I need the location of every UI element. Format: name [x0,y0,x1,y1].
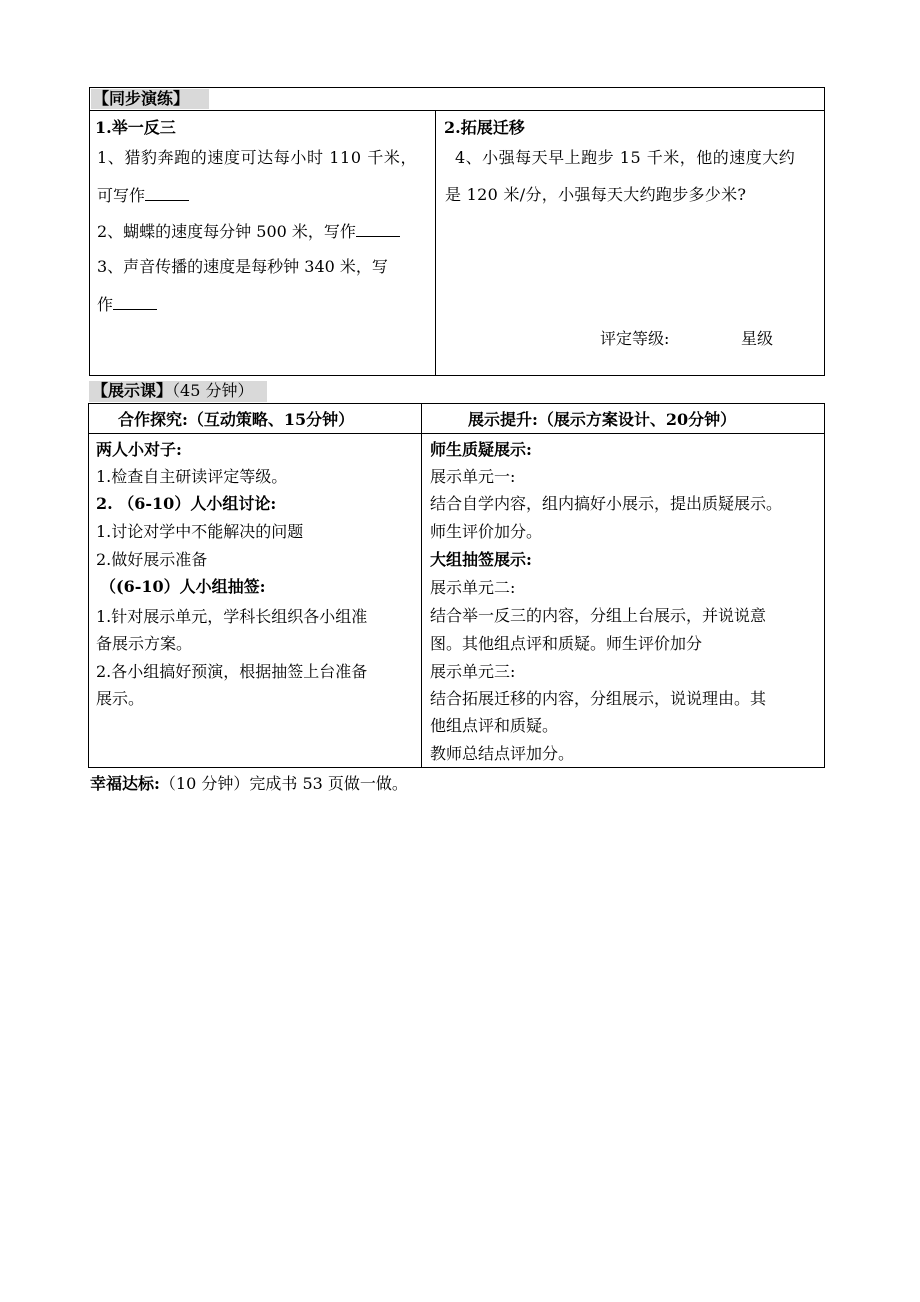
table2-header-divider [88,433,825,434]
unit-2-label: 展示单元二: [430,578,516,597]
question-4-line1: 4、小强每天早上跑步 15 千米，他的速度大约 [455,148,796,167]
question-2-text: 2、蝴蝶的速度每分钟 500 米，写作 [97,222,356,241]
section-title-jyfs: 1.举一反三 [95,118,176,137]
question-3-prefix: 作 [97,295,114,314]
answer-blank-2[interactable] [356,220,400,237]
unit-2-desc-line1: 结合举一反三的内容，分组上台展示，并说说意 [430,606,767,625]
table2-left-border [88,403,89,768]
teacher-summary: 教师总结点评加分。 [430,744,575,763]
table1-right-border [824,87,825,376]
rating-label: 评定等级: [600,329,670,348]
question-2 [97,220,400,242]
table1-header-divider [89,110,825,111]
question-1-line2 [97,184,189,206]
unit-1-desc: 结合自学内容，组内搞好小展示，提出质疑展示。 [430,494,783,513]
pair-heading: 两人小对子: [96,440,182,459]
draw-item-2-line1: 2.各小组搞好预演，根据抽签上台准备 [96,662,368,681]
teacher-student-heading: 师生质疑展示: [430,440,532,459]
draw-item-1-line1: 1.针对展示单元，学科长组织各小组准 [96,607,368,626]
unit-2-desc-line2: 图。其他组点评和质疑。师生评价加分 [430,634,703,653]
unit-3-label: 展示单元三: [430,662,516,681]
question-4-line2: 是 120 米/分，小强每天大约跑步多少米? [445,185,747,204]
group-draw-heading: （(6-10）人小组抽签: [100,577,266,596]
practice-header: 【同步演练】 [93,89,190,108]
answer-blank-3[interactable] [113,293,157,310]
happiness-goal-text: （10 分钟）完成书 53 页做一做。 [159,774,408,793]
table1-bottom-border [89,375,825,376]
table2-top-border [88,403,825,404]
table1-middle-divider [435,110,436,376]
draw-item-1-line2: 备展示方案。 [96,634,193,653]
unit-3-desc-line1: 结合拓展迁移的内容，分组展示，说说理由。其 [430,689,767,708]
show-header-duration: （45 分钟） [172,381,254,400]
unit-1-label: 展示单元一: [430,467,516,486]
group-discussion-heading: 2. （6-10）人小组讨论: [96,494,277,513]
table2-right-border [824,403,825,768]
question-3-line2 [97,293,157,315]
table2-bottom-border [88,767,825,768]
question-3-line1: 3、声音传播的速度是每秒钟 340 米，写 [97,257,388,276]
pair-item-1: 1.检查自主研读评定等级。 [96,467,288,486]
happiness-goal-label: 幸福达标: [90,774,160,793]
section-title-tzqy: 2.拓展迁移 [444,118,525,137]
draw-item-2-line2: 展示。 [96,689,145,708]
table1-left-border [89,87,90,376]
unit-3-desc-line2: 他组点评和质疑。 [430,716,559,735]
rating-unit: 星级 [741,329,774,348]
big-group-heading: 大组抽签展示: [430,550,532,569]
question-1-line1: 1、猎豹奔跑的速度可达每小时 110 千米， [97,148,418,167]
table1-top-border [89,87,825,88]
happiness-goal [90,774,408,794]
discussion-item-1: 1.讨论对学中不能解决的问题 [96,522,304,541]
answer-blank-1[interactable] [145,184,189,201]
unit-1-score: 师生评价加分。 [430,522,543,541]
column-title-showcase: 展示提升:（展示方案设计、20分钟） [468,410,737,429]
discussion-item-2: 2.做好展示准备 [96,550,208,569]
question-1-prefix: 可写作 [97,186,146,205]
column-title-cooperative: 合作探究:（互动策略、15分钟） [118,410,355,429]
show-header-title: 【展示课】 [92,381,173,400]
table2-middle-divider [421,403,422,768]
show-header [92,381,253,401]
